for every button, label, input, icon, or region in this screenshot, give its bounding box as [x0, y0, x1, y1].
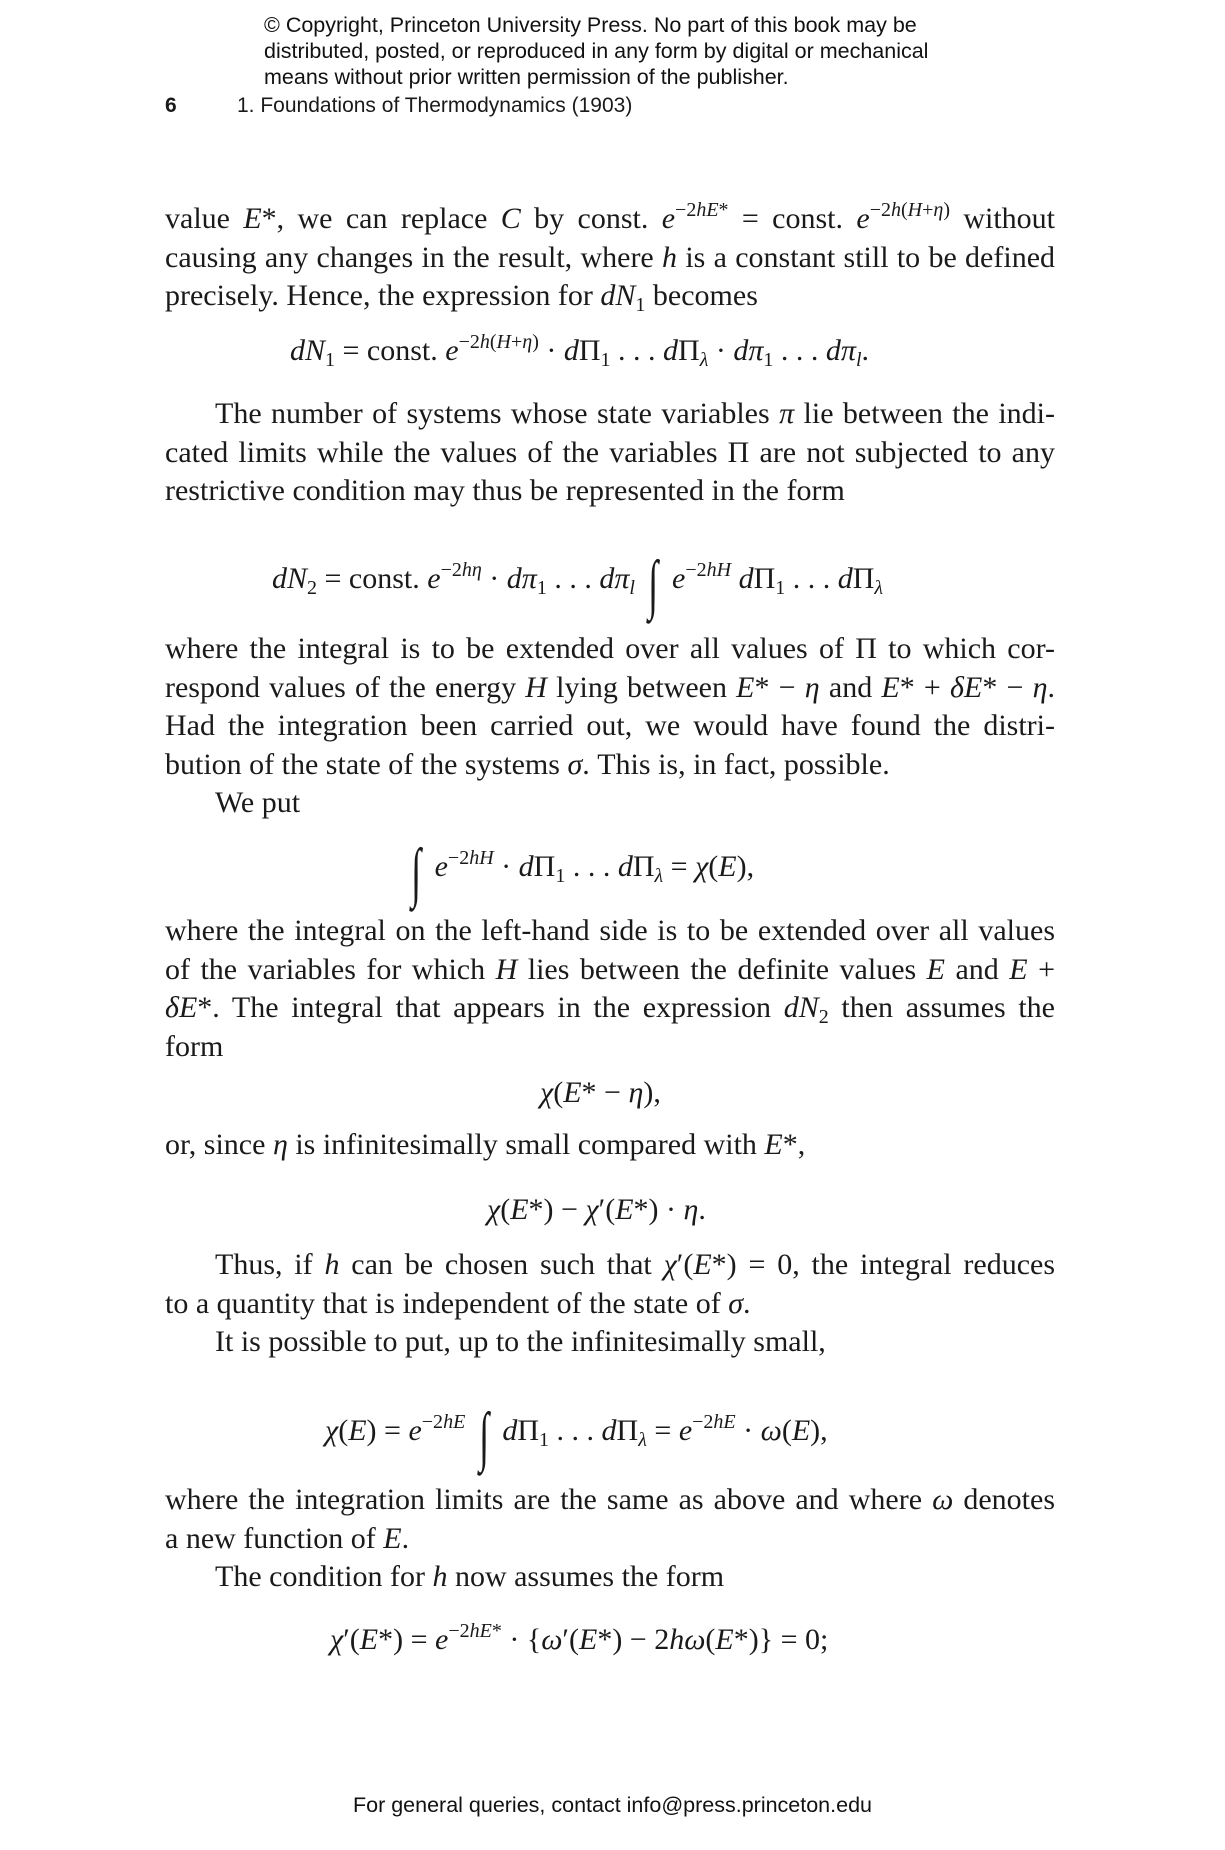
copyright-line: distributed, posted, or reproduced in any form by digital or mechanical — [264, 39, 929, 63]
equation-5: χ(E*) − χ′(E*) · η. — [487, 1193, 706, 1226]
text-line: The number of systems whose state variables π lie between the indi- — [215, 397, 1055, 430]
text-line: δE*. The integral that appears in the expression $dN_2$ then assumes the — [165, 991, 1055, 1028]
equation-3: ∫ $e^{-2hH} \cdot d\Pi_1$ . . . $d\Pi_\lambda = \chi(E)$, — [411, 836, 755, 909]
paragraph-5 — [165, 1126, 1055, 1165]
text-line: restrictive condition may thus be represented in the form — [165, 474, 845, 507]
text-line: to a quantity that is independent of the state of σ. — [165, 1286, 751, 1320]
text-line: where the integral on the left-hand side is to be extended over all values — [165, 914, 1055, 947]
text-line: precisely. Hence, the expression for $dN_1$ becomes — [165, 279, 758, 316]
paragraph-3 — [165, 630, 1055, 823]
page-number: 6 — [165, 94, 177, 117]
equation-1: $dN_1$ = const. $e^{-2h(H+\eta)} \cdot d\Pi_1$ . . . $d\Pi_\lambda \cdot d\pi_1$ . . . $d\pi_l$. — [290, 331, 870, 371]
integral-sign: ∫ — [411, 836, 422, 909]
copyright-line: means without prior written permission of the publisher. — [264, 65, 789, 89]
footer-contact: For general queries, contact info@press.princeton.edu — [352, 1793, 872, 1817]
text-line: where the integral is to be extended over all values of Π to which cor- — [165, 632, 1055, 665]
text-line: It is possible to put, up to the infinitesimally small, — [215, 1325, 826, 1358]
copyright-notice — [264, 12, 928, 90]
text-line: We put — [215, 786, 301, 819]
text-line: bution of the state of the systems σ. This is, in fact, possible. — [165, 747, 890, 781]
equation-7: $\chi'(E*) = e^{-2hE*} \cdot \{\omega'(E*) - 2h\omega(E*)\} = 0$; — [330, 1620, 829, 1656]
text-line: cated limits while the values of the variables Π are not subjected to any — [165, 435, 1055, 469]
text-line: value E*, we can replace C by const. $e^{-2hE*}$ = const. $e^{-2h(H+\eta)}$ without — [165, 199, 1056, 235]
paragraph-4 — [165, 912, 1055, 1066]
text-line: Had the integration been carried out, we would have found the distri- — [165, 709, 1055, 742]
equation-2: $dN_2$ = const. $e^{-2h\eta} \cdot d\pi_1$ . . . $d\pi_l$ ∫ $e^{-2hH}$ $d\Pi_1$ . . . $d\Pi_\lambda$ — [272, 548, 884, 621]
text-line: a new function of E. — [165, 1521, 410, 1555]
text-line: causing any changes in the result, where h is a constant still to be defined — [165, 240, 1056, 274]
text-line: or, since η is infinitesimally small compared with E*, — [165, 1128, 806, 1161]
paragraph-1 — [165, 200, 1055, 316]
paragraph-7 — [165, 1481, 1055, 1597]
text-line: form — [165, 1029, 224, 1063]
copyright-line: © Copyright, Princeton University Press. No part of this book may be — [264, 13, 917, 37]
text-line: The condition for h now assumes the form — [215, 1560, 725, 1593]
text-line: respond values of the energy H lying between E* − η and E* + δE* − η. — [165, 670, 1056, 704]
equation-4: χ(E* − η), — [540, 1076, 661, 1109]
text-line: of the variables for which H lies between the definite values E and E + — [165, 952, 1056, 986]
running-head: 1. Foundations of Thermodynamics (1903) — [237, 94, 633, 117]
text-line: where the integration limits are the same as above and where ω denotes — [165, 1483, 1056, 1516]
integral-sign: ∫ — [648, 548, 659, 621]
paragraph-2 — [165, 395, 1055, 511]
equation-6: $\chi(E) = e^{-2hE}$ ∫ $d\Pi_1$ . . . $d\Pi_\lambda = e^{-2hE} \cdot \omega(E)$, — [325, 1400, 828, 1473]
paragraph-6 — [165, 1246, 1055, 1362]
text-line: Thus, if h can be chosen such that χ′(E*) = 0, the integral reduces — [215, 1248, 1056, 1281]
integral-sign: ∫ — [478, 1400, 489, 1473]
